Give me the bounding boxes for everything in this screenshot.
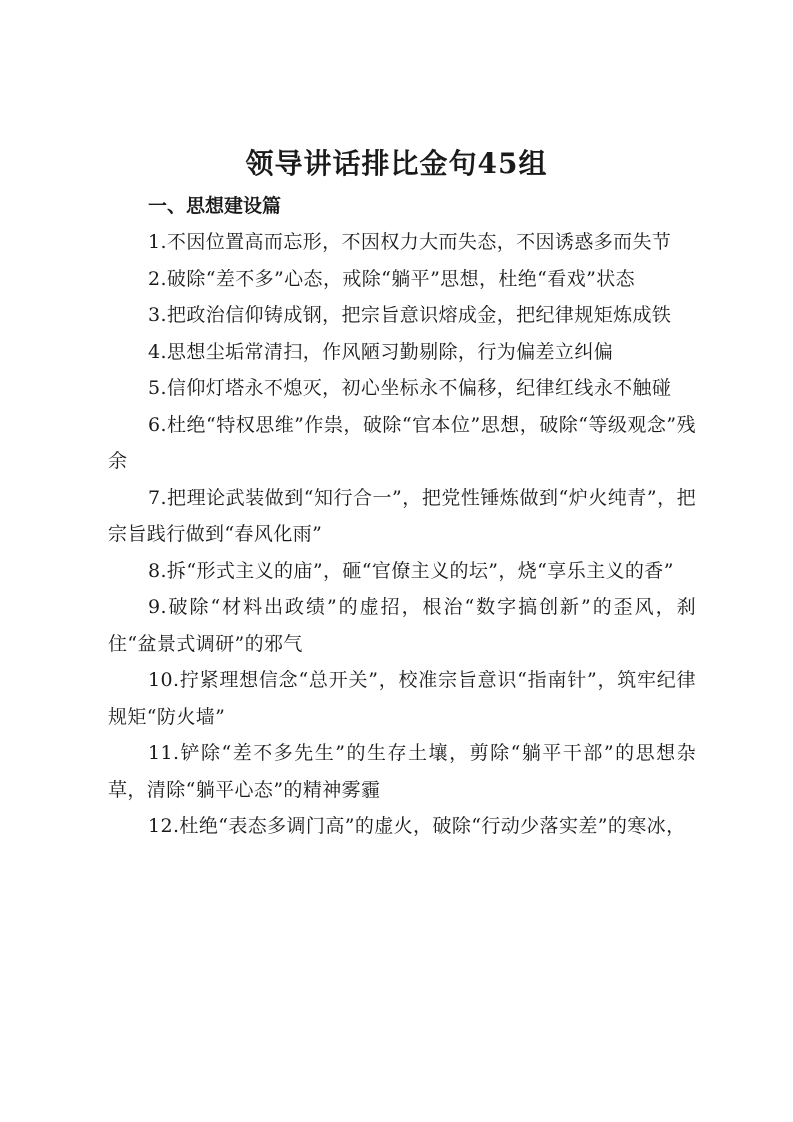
paragraph: 7.把理论武装做到“知行合一”，把党性锤炼做到“炉火纯青”，把宗旨践行做到“春风化雨”	[108, 486, 696, 545]
document-body	[108, 224, 696, 845]
paragraph: 5.信仰灯塔永不熄灭，初心坐标永不偏移，纪律红线永不触碰	[148, 377, 672, 399]
paragraph: 1.不因位置高而忘形，不因权力大而失态，不因诱惑多而失节	[148, 231, 672, 253]
document-title: 领导讲话排比金句45组	[245, 147, 548, 180]
paragraph: 4.思想尘垢常清扫，作风陋习勤剔除，行为偏差立纠偏	[148, 340, 614, 363]
paragraph: 2.破除“差不多”心态，戒除“躺平”思想，杜绝“看戏”状态	[148, 267, 636, 290]
paragraph: 3.把政治信仰铸成钢，把宗旨意识熔成金，把纪律规矩炼成铁	[148, 304, 672, 326]
paragraph: 8.拆“形式主义的庙”，砸“官僚主义的坛”，烧“享乐主义的香”	[148, 559, 674, 582]
paragraph: 12.杜绝“表态多调门高”的虚火，破除“行动少落实差”的寒冰，	[148, 815, 686, 837]
paragraph: 11.铲除“差不多先生”的生存土壤，剪除“躺平干部”的思想杂草，清除“躺平心态”的精神雾霾	[108, 742, 696, 801]
section-heading: 一、思想建设篇	[148, 195, 282, 217]
paragraph: 6.杜绝“特权思维”作祟，破除“官本位”思想，破除“等级观念”残余	[108, 413, 696, 472]
paragraph: 9.破除“材料出政绩”的虚招，根治“数字搞创新”的歪风，刹住“盆景式调研”的邪气	[108, 596, 696, 655]
paragraph: 10.拧紧理想信念“总开关”，校准宗旨意识“指南针”，筑牢纪律规矩“防火墙”	[108, 669, 696, 728]
